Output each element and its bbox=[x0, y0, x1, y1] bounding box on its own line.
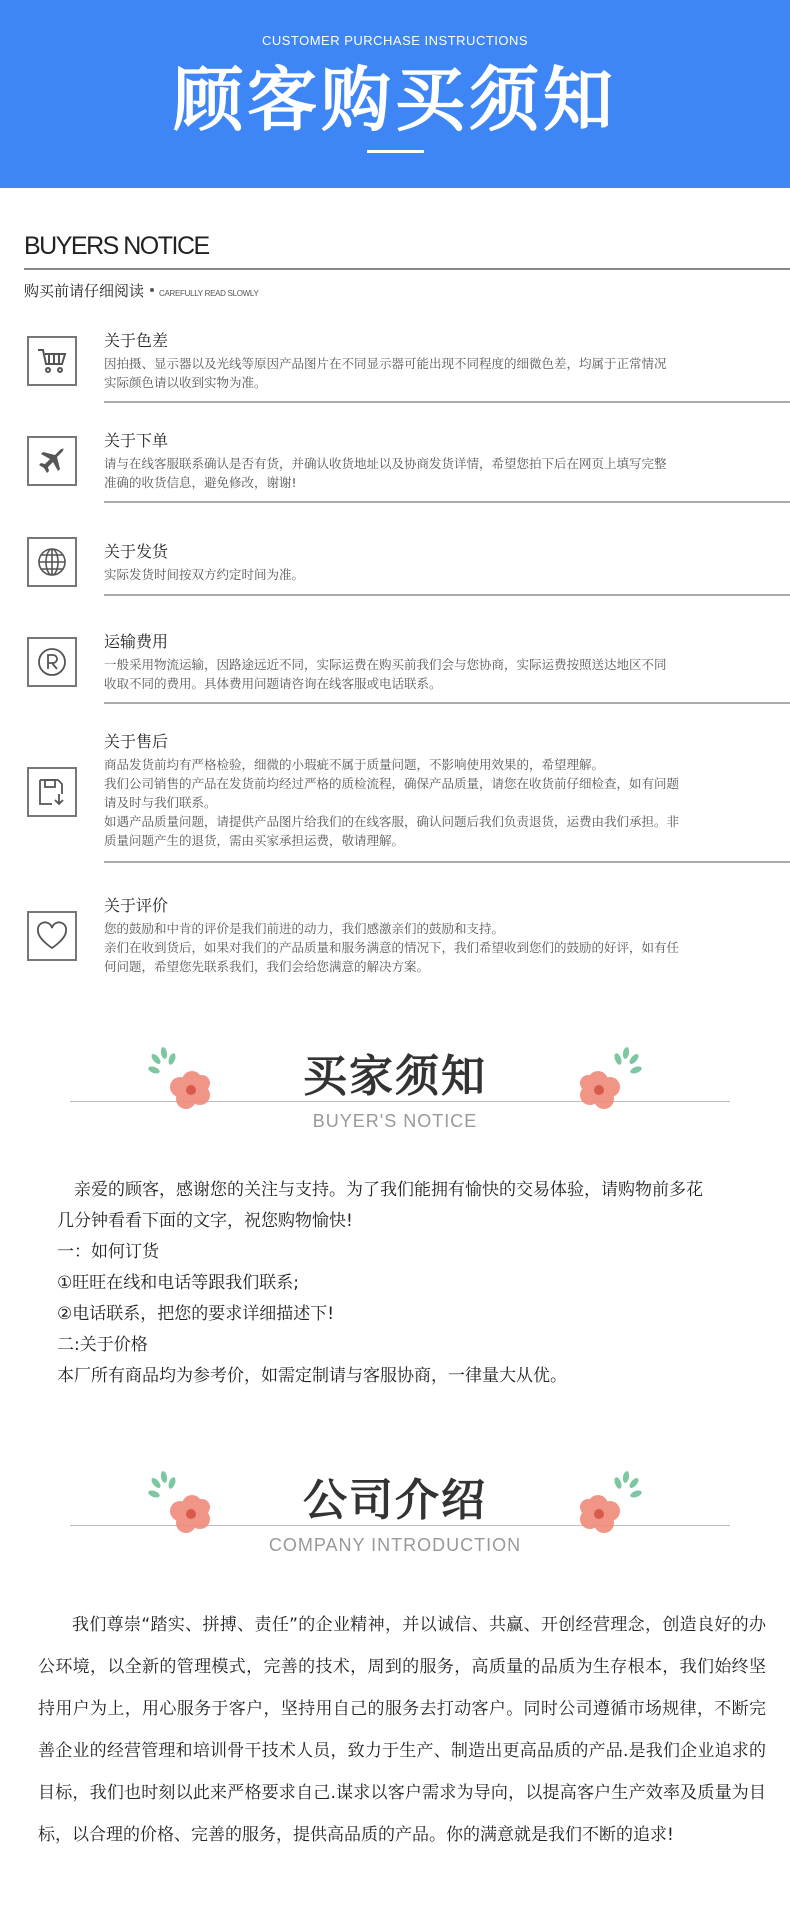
item-line: 一般采用物流运输，因路途远近不同，实际运费在购买前我们会与您协商，实际运费按照送达地区不同 bbox=[104, 657, 667, 672]
paragraph-line: ②电话联系，把您的要求详细描述下! bbox=[57, 1304, 335, 1324]
item-title: 关于发货 bbox=[104, 542, 169, 561]
bullet-dot bbox=[150, 288, 154, 292]
item-body bbox=[104, 454, 754, 492]
item-divider bbox=[104, 501, 790, 503]
item-divider bbox=[104, 401, 790, 403]
notice-item-aftersales bbox=[0, 727, 790, 867]
subtitle-en: CAREFULLY READ SLOWLY bbox=[159, 289, 259, 298]
item-title: 关于售后 bbox=[104, 732, 169, 751]
item-line: 请与在线客服联系确认是否有货，并确认收货地址以及协商发货详情，希望您拍下后在网页上填写完整 bbox=[104, 456, 667, 471]
item-line: 质量问题产生的退货，需由买家承担运费，敬请理解。 bbox=[104, 833, 405, 848]
paragraph-line: 几分钟看看下面的文字，祝您购物愉快! bbox=[57, 1211, 353, 1231]
item-body bbox=[104, 354, 754, 392]
item-divider bbox=[104, 594, 790, 596]
notice-item-freight bbox=[0, 627, 790, 707]
paragraph-line: 一：如何订货 bbox=[57, 1242, 159, 1262]
item-line: 实际颜色请以收到实物为准。 bbox=[104, 375, 267, 390]
item-body bbox=[104, 565, 754, 584]
item-line: 准确的收货信息，避免修改，谢谢! bbox=[104, 475, 297, 490]
notice-item-color bbox=[0, 326, 790, 406]
item-line: 实际发货时间按双方约定时间为准。 bbox=[104, 567, 305, 582]
subtitle-cn: 购买前请仔细阅读 bbox=[24, 282, 145, 300]
company-intro-header bbox=[0, 1459, 790, 1569]
notice-item-shipping bbox=[0, 537, 790, 597]
item-title: 关于评价 bbox=[104, 896, 169, 915]
item-body bbox=[104, 755, 754, 850]
notice-item-reviews bbox=[0, 891, 790, 991]
paragraph-line: 亲爱的顾客，感谢您的关注与支持。为了我们能拥有愉快的交易体验，请购物前多花 bbox=[74, 1180, 703, 1200]
section-subtitle: BUYER'S NOTICE bbox=[312, 1111, 478, 1131]
buyer-notice-text bbox=[57, 1175, 777, 1392]
paragraph-line: ①旺旺在线和电话等跟我们联系; bbox=[57, 1273, 299, 1293]
cart-icon bbox=[27, 336, 77, 386]
item-line: 商品发货前均有严格检验，细微的小瑕疵不属于质量问题，不影响使用效果的，希望理解。 bbox=[104, 757, 605, 772]
paragraph-line: 二:关于价格 bbox=[57, 1335, 148, 1355]
item-line: 如遇产品质量问题，请提供产品图片给我们的在线客服，确认问题后我们负责退货，运费由我们承担。非 bbox=[104, 814, 680, 829]
globe-icon bbox=[27, 537, 77, 587]
item-line: 收取不同的费用。具体费用问题请咨询在线客服或电话联系。 bbox=[104, 676, 442, 691]
banner-title: 顾客购买须知 bbox=[173, 59, 617, 141]
item-title: 关于色差 bbox=[104, 331, 169, 350]
item-title: 运输费用 bbox=[104, 632, 169, 651]
heart-icon bbox=[27, 911, 77, 961]
company-intro-text bbox=[38, 1604, 766, 1856]
company-paragraph: 我们尊崇“踏实、拼搏、责任”的企业精神，并以诚信、共赢、开创经营理念，创造良好的办公环境，以全新的管理模式，完善的技术，周到的服务，高质量的品质为生存根本，我们始终坚持用户为上，用心服务于客户，坚持用自己的服务去打动客户。同时公司遵循市场规律，不断完善企业的经营管理和培训骨干技术人员，致力于生产、制造出更高品质的产品.是我们企业追求的目标，我们也时刻以此来严格要求自己.谋求以客户需求为导向，以提高客户生产效率及质量为目标，以合理的价格、完善的服务，提供高品质的产品。你的满意就是我们不断的追求! bbox=[38, 1615, 766, 1845]
section-title: 买家须知 bbox=[303, 1051, 487, 1102]
item-body bbox=[104, 655, 754, 693]
notice-item-order bbox=[0, 426, 790, 506]
registered-icon bbox=[27, 637, 77, 687]
buyers-notice-divider bbox=[24, 268, 790, 270]
item-divider bbox=[104, 702, 790, 704]
item-line: 您的鼓励和中肯的评价是我们前进的动力，我们感激亲们的鼓励和支持。 bbox=[104, 921, 505, 936]
item-line: 因拍摄、显示器以及光线等原因产品图片在不同显示器可能出现不同程度的细微色差，均属于正常情况 bbox=[104, 356, 667, 371]
banner-subtitle: CUSTOMER PURCHASE INSTRUCTIONS bbox=[261, 33, 529, 48]
item-body bbox=[104, 919, 754, 976]
item-line: 亲们在收到货后，如果对我们的产品质量和服务满意的情况下，我们希望收到您们的鼓励的好评，如有任 bbox=[104, 940, 680, 955]
save-download-icon bbox=[27, 767, 77, 817]
buyers-notice-title: BUYERS NOTICE bbox=[24, 232, 209, 260]
section-title: 公司介绍 bbox=[303, 1475, 487, 1526]
header-banner bbox=[0, 0, 790, 188]
section-subtitle: COMPANY INTRODUCTION bbox=[268, 1535, 522, 1555]
item-line: 何问题，希望您先联系我们，我们会给您满意的解决方案。 bbox=[104, 959, 430, 974]
paragraph-line: 本厂所有商品均为参考价，如需定制请与客服协商，一律量大从优。 bbox=[57, 1366, 567, 1386]
item-divider bbox=[104, 861, 790, 863]
banner-underline bbox=[367, 150, 424, 153]
airplane-icon bbox=[27, 436, 77, 486]
item-line: 我们公司销售的产品在发货前均经过严格的质检流程，确保产品质量，请您在收货前仔细检查，如有问题 bbox=[104, 776, 680, 791]
item-title: 关于下单 bbox=[104, 431, 169, 450]
buyers-notice-subtitle bbox=[24, 280, 259, 301]
item-line: 请及时与我们联系。 bbox=[104, 795, 217, 810]
buyer-notice-header bbox=[0, 1035, 790, 1145]
